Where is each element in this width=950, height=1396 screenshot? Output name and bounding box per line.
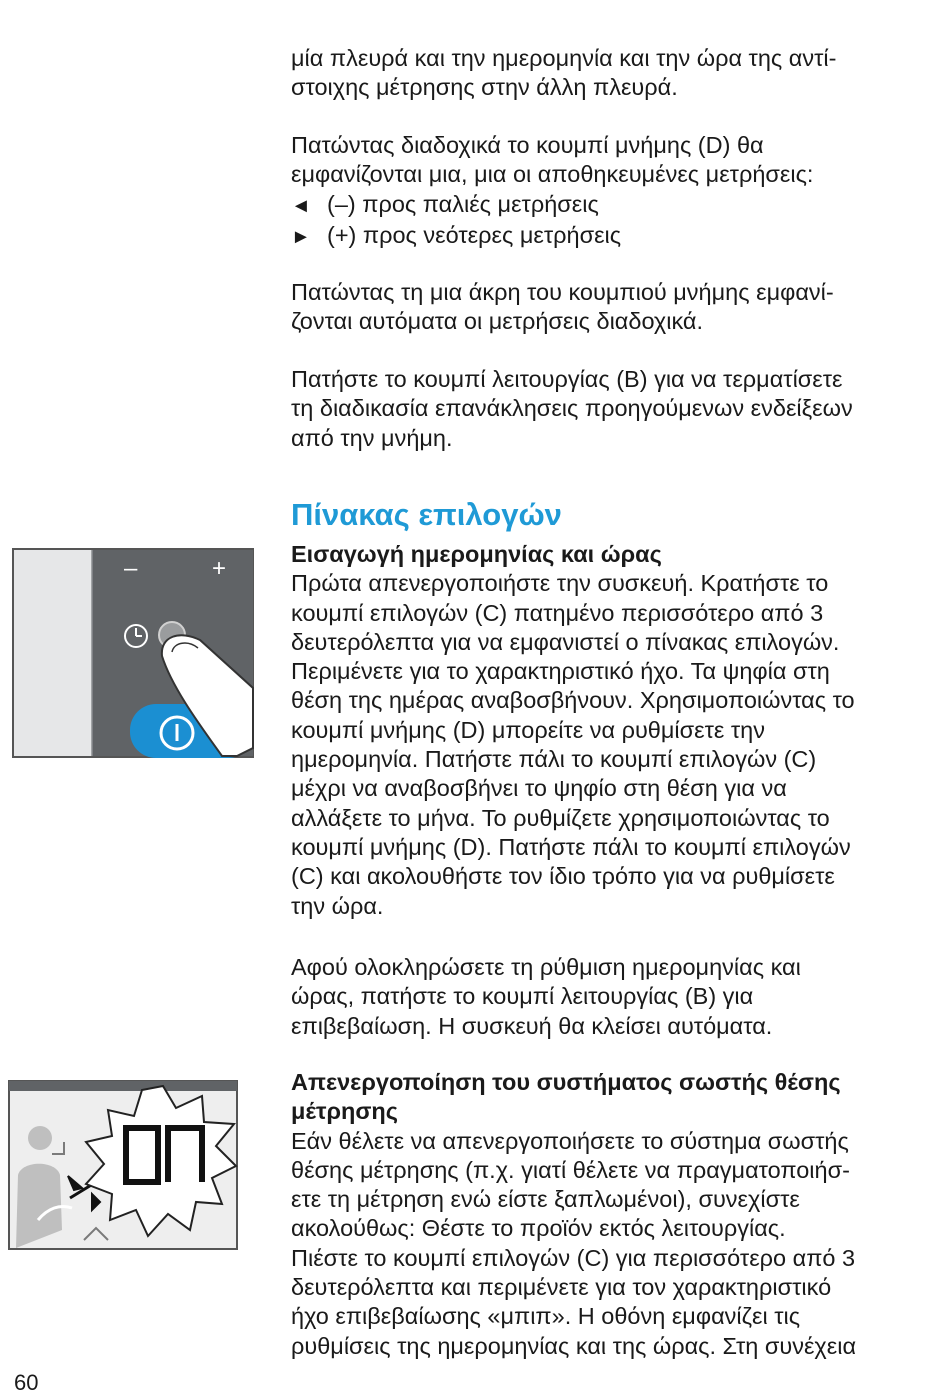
page-number: 60 xyxy=(14,1370,39,1395)
position-system-heading: μέτρησης xyxy=(291,1098,399,1125)
text-line: από την μνήμη. xyxy=(291,424,453,451)
text-line: μία πλευρά και την ημερομηνία και την ώρα της αντί- xyxy=(291,45,837,71)
display-figure xyxy=(8,1080,240,1252)
text-line: την ώρα. xyxy=(291,892,384,919)
text-line: Πρώτα απενεργοποιήστε την συσκευή. Κρατήστε το xyxy=(291,570,829,597)
left-arrow-icon: ◄ xyxy=(291,194,311,217)
confirm-paragraph xyxy=(291,953,941,1041)
text-line: ρυθμίσεις της ημερομηνίας και της ώρας. Στη συνέχεια xyxy=(291,1332,857,1359)
text-line: Πατώντας τη μια άκρη του κουμπιού μνήμης εμφανί- xyxy=(291,279,834,305)
text-line: ζονται αυτόματα οι μετρήσεις διαδοχικά. xyxy=(291,308,704,335)
auto-scroll-paragraph xyxy=(291,278,941,337)
text-line: επιβεβαίωση. Η συσκευή θα κλείσει αυτόματα. xyxy=(291,1012,773,1039)
text-line: Αφού ολοκληρώσετε τη ρύθμιση ημερομηνίας και xyxy=(291,954,801,980)
text-line: στοιχης μέτρησης στην άλλη πλευρά. xyxy=(291,74,678,101)
text-line: μέχρι να αναβοσβήνει το ψηφίο στη θέση για να xyxy=(291,775,787,802)
text-line: αλλάξετε το μήνα. Το ρυθμίζετε χρησιμοποιώντας το xyxy=(291,804,830,831)
text-line: (C) και ακολουθήστε τον ίδιο τρόπο για να ρυθμίσετε xyxy=(291,863,835,890)
finish-recall-paragraph xyxy=(291,365,941,453)
minus-label: – xyxy=(124,555,138,582)
text-line: θέσης μέτρησης (π.χ. γιατί θέλετε να πραγματοποιήσ- xyxy=(291,1156,850,1183)
text-line: ακολούθως: Θέστε το προϊόν εκτός λειτουργίας. xyxy=(291,1215,786,1242)
text-line: Περιμένετε για το χαρακτηριστικό ήχο. Τα ψηφία στη xyxy=(291,658,830,685)
text-line: θέση της ημέρας αναβοσβήνουν. Χρησιμοποιώντας το xyxy=(291,687,855,714)
text-line: ημερομηνία. Πατήστε πάλι το κουμπί επιλογών (C) xyxy=(291,746,817,773)
device-side xyxy=(14,550,92,756)
date-time-heading: Εισαγωγή ημερομηνίας και ώρας xyxy=(291,541,662,567)
text-line: δευτερόλεπτα και περιμένετε για τον χαρακτηριστικό xyxy=(291,1274,832,1301)
text-line: κουμπί επιλογών (C) πατημένο περισσότερο από 3 xyxy=(291,599,824,626)
text-line: κουμπί μνήμης (D). Πατήστε πάλι το κουμπί επιλογών xyxy=(291,833,851,860)
memory-navigation-paragraph xyxy=(291,131,941,252)
text-line: κουμπί μνήμης (D) μπορείτε να ρυθμίσετε την xyxy=(291,716,765,743)
plus-label: + xyxy=(212,555,227,582)
text-line: ήχο επιβεβαίωσης «μπιπ». Η οθόνη εμφανίζει τις xyxy=(291,1303,801,1330)
text-line: Εάν θέλετε να απενεργοποιήσετε το σύστημα σωστής xyxy=(291,1127,849,1154)
position-system-section xyxy=(291,1068,941,1361)
date-time-section xyxy=(291,540,941,921)
text-line: ετε τη μέτρηση ενώ είστε ξαπλωμένοι), συνεχίστε xyxy=(291,1186,800,1213)
intro-paragraph xyxy=(291,44,941,103)
text-line: ώρας, πατήστε το κουμπί λειτουργίας (B) για xyxy=(291,983,754,1010)
right-arrow-icon: ► xyxy=(291,225,311,248)
text-line: Πατήστε το κουμπί λειτουργίας (B) για να τερματίσετε xyxy=(291,366,843,392)
position-system-heading: Απενεργοποίηση του συστήματος σωστής θέσης xyxy=(291,1069,841,1095)
text-line: τη διαδικασία επανάκλησεις προηγούμενων ενδείξεων xyxy=(291,395,853,422)
device-figure xyxy=(12,548,256,760)
text-line: Πιέστε το κουμπί επιλογών (C) για περισσότερο από 3 xyxy=(291,1244,856,1271)
text-line: εμφανίζονται μια, μια οι αποθηκευμένες μετρήσεις: xyxy=(291,161,814,188)
bullet-newer: ► (+) προς νεότερες μετρήσεις xyxy=(291,221,941,252)
section-title: Πίνακας επιλογών xyxy=(291,497,562,532)
text-line: Πατώντας διαδοχικά το κουμπί μνήμης (D) θα xyxy=(291,132,764,158)
bullet-older: ◄ (–) προς παλιές μετρήσεις xyxy=(291,190,941,221)
text-line: δευτερόλεπτα για να εμφανιστεί ο πίνακας επιλογών. xyxy=(291,628,840,655)
